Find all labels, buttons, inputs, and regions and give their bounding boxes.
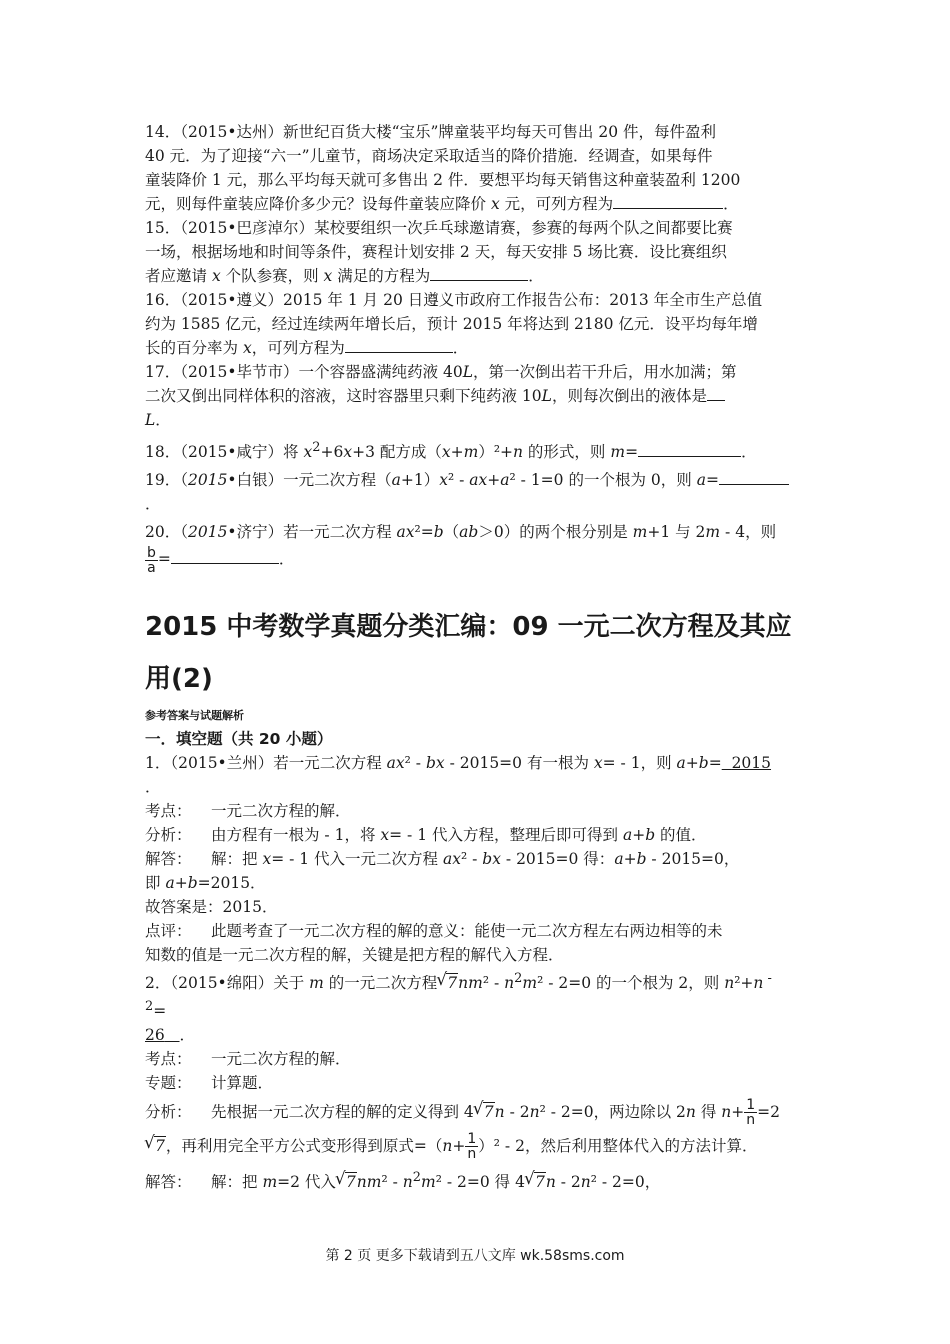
sqrt-7: √ 7 [336, 1167, 357, 1197]
q15-line1: 15．（2015•巴彦淖尔）某校要组织一次乒乓球邀请赛，参赛的每两个队之间都要比赛 [145, 219, 733, 237]
answer-1 [145, 751, 795, 967]
answer-blank[interactable] [707, 385, 725, 401]
question-18: 18．（2015•咸宁）将 $x^2+6x+3$ 配方成（x+m）²+n 的形式，则 m= ． [145, 440, 757, 462]
answer-blank[interactable] [430, 265, 528, 281]
a2-fenxi-2: √ 7，再利用完全平方公式变形得到原式=（n+ $\frac{1}{n}$ ）² ‑ 2，然后利用整体代入的方法计算． [145, 1129, 795, 1163]
a2-question: 2．（2015•绵阳）关于 m 的一元二次方程√ 7nm² ‑ $n^2m^2$ ‑ 2=0 的一个根为 2，则 n²+n $^{‑ 2}$= [145, 967, 795, 1023]
answer-blank[interactable] [638, 441, 741, 457]
sqrt-7: √ 7 [525, 1167, 546, 1197]
q16-line2: 约为 1585 亿元，经过连续两年增长后，预计 2015 年将达到 2180 亿元．设平均每年增 [145, 315, 758, 333]
a1-dianping-2: 知数的值是一元二次方程的解，关键是把方程的解代入方程． [145, 945, 564, 964]
a1-question: 1．（2015•兰州）若一元二次方程 ax² ‑ bx ‑ 2015=0 有一根为 x= ‑ 1，则 a+b= 2015 [145, 753, 772, 772]
q14-line4: 元，则每件童装应降价多少元？设每件童装应降价 x 元，可列方程为 ． [145, 195, 739, 213]
q14-line3: 童装降价 1 元，那么平均每天就可多售出 2 件．要想平均每天销售这种童装盈利 1200 [145, 171, 741, 189]
q17-line3: L． [145, 411, 171, 429]
fraction-1-over-n: $\frac{1}{n}$ [746, 1097, 756, 1129]
a1-guda: 故答案是：2015． [145, 897, 278, 916]
section-heading: 一．填空题（共 20 小题） [145, 729, 333, 748]
q16-line1: 16．（2015•遵义）2015 年 1 月 20 日遵义市政府工作报告公布：2013 年全市生产总值 [145, 291, 763, 309]
answer-blank[interactable] [171, 548, 279, 564]
q19-end: ． [145, 495, 161, 514]
question-14 [145, 120, 795, 216]
q14-line1: 14．（2015•达州）新世纪百货大楼“宝乐”牌童装平均每天可售出 20 件，每件盈利 [145, 123, 716, 141]
q17-line2: 二次又倒出同样体积的溶液，这时容器里只剩下纯药液 10L，则每次倒出的液体是 [145, 384, 795, 408]
page-title: 2015 中考数学真题分类汇编：09 一元二次方程及其应 用(2) [145, 611, 792, 694]
answer-value: 2015 [731, 753, 772, 772]
a1-jieda-2: 即 a+b=2015． [145, 873, 266, 892]
a2-kaodian: 考点： 一元二次方程的解． [145, 1049, 351, 1068]
question-16 [145, 288, 795, 360]
answer-value: 26 [145, 1025, 165, 1044]
fraction-1-over-n: $\frac{1}{n}$ [467, 1131, 477, 1163]
a2-fenxi: 分析： 先根据一元二次方程的解的定义得到 4√ 7n ‑ 2n² ‑ 2=0，两边除以 2n 得 n+ $\frac{1}{n}$ =2 [145, 1095, 795, 1129]
a2-zhuanti: 专题： 计算题． [145, 1073, 274, 1092]
question-20: 20．（2015•济宁）若一元二次方程 ax²=b（ab＞0）的两个根分别是 m+1 与 2m ‑ 4，则 [145, 523, 777, 542]
answer-blank[interactable] [719, 469, 789, 485]
question-17 [145, 360, 795, 432]
page-footer: 第 2 页 更多下载请到五八文库 wk.58sms.com [325, 1248, 625, 1264]
fraction-b-over-a: $\frac{b}{a}$ [147, 544, 156, 576]
q16-line3: 长的百分率为 x，可列方程为 ． [145, 339, 469, 357]
q20-line2: $\frac{b}{a}$ = ． [147, 544, 295, 576]
a1-jieda: 解答： 解：把 x= ‑ 1 代入一元二次方程 ax² ‑ bx ‑ 2015=0 得：a+b ‑ 2015=0， [145, 849, 740, 868]
answer-2 [145, 967, 795, 1197]
answer-blank[interactable] [345, 337, 453, 353]
a2-answer-line: 26 ． [145, 1025, 196, 1044]
a1-dianping: 点评： 此题考查了一元二次方程的解的意义：能使一元二次方程左右两边相等的未 [145, 921, 723, 940]
a1-dot: ． [145, 777, 161, 796]
sqrt-7: √ 7 [145, 1129, 166, 1163]
answer-blank[interactable] [613, 193, 723, 209]
sqrt-7: √ 7 [474, 1095, 495, 1129]
q15-line3: 者应邀请 x 个队参赛，则 x 满足的方程为 ． [145, 267, 544, 285]
q14-line2: 40 元．为了迎接“六一”儿童节，商场决定采取适当的降价措施．经调查，如果每件 [145, 147, 713, 165]
question-15 [145, 216, 795, 288]
q15-line2: 一场，根据场地和时间等条件，赛程计划安排 2 天，每天安排 5 场比赛．设比赛组织 [145, 243, 727, 261]
sqrt-7: √ 7 [437, 971, 458, 995]
subtitle: 参考答案与试题解析 [145, 708, 244, 722]
q17-line1: 17．（2015•毕节市）一个容器盛满纯药液 40L，第一次倒出若干升后，用水加满；第 [145, 363, 737, 381]
page-content [145, 120, 795, 1197]
a2-jieda: 解答： 解：把 m=2 代入√ 7nm² ‑ $n^2m^2$ ‑ 2=0 得 4√ 7n ‑ 2n² ‑ 2=0， [145, 1163, 795, 1197]
a1-fenxi: 分析： 由方程有一根为 ‑ 1，将 x= ‑ 1 代入方程，整理后即可得到 a+b 的值． [145, 825, 707, 844]
a1-kaodian: 考点： 一元二次方程的解． [145, 801, 351, 820]
question-19: 19．（2015•白银）一元二次方程（a+1）x² ‑ ax+a² ‑ 1=0 的一个根为 0，则 a= [145, 468, 795, 492]
